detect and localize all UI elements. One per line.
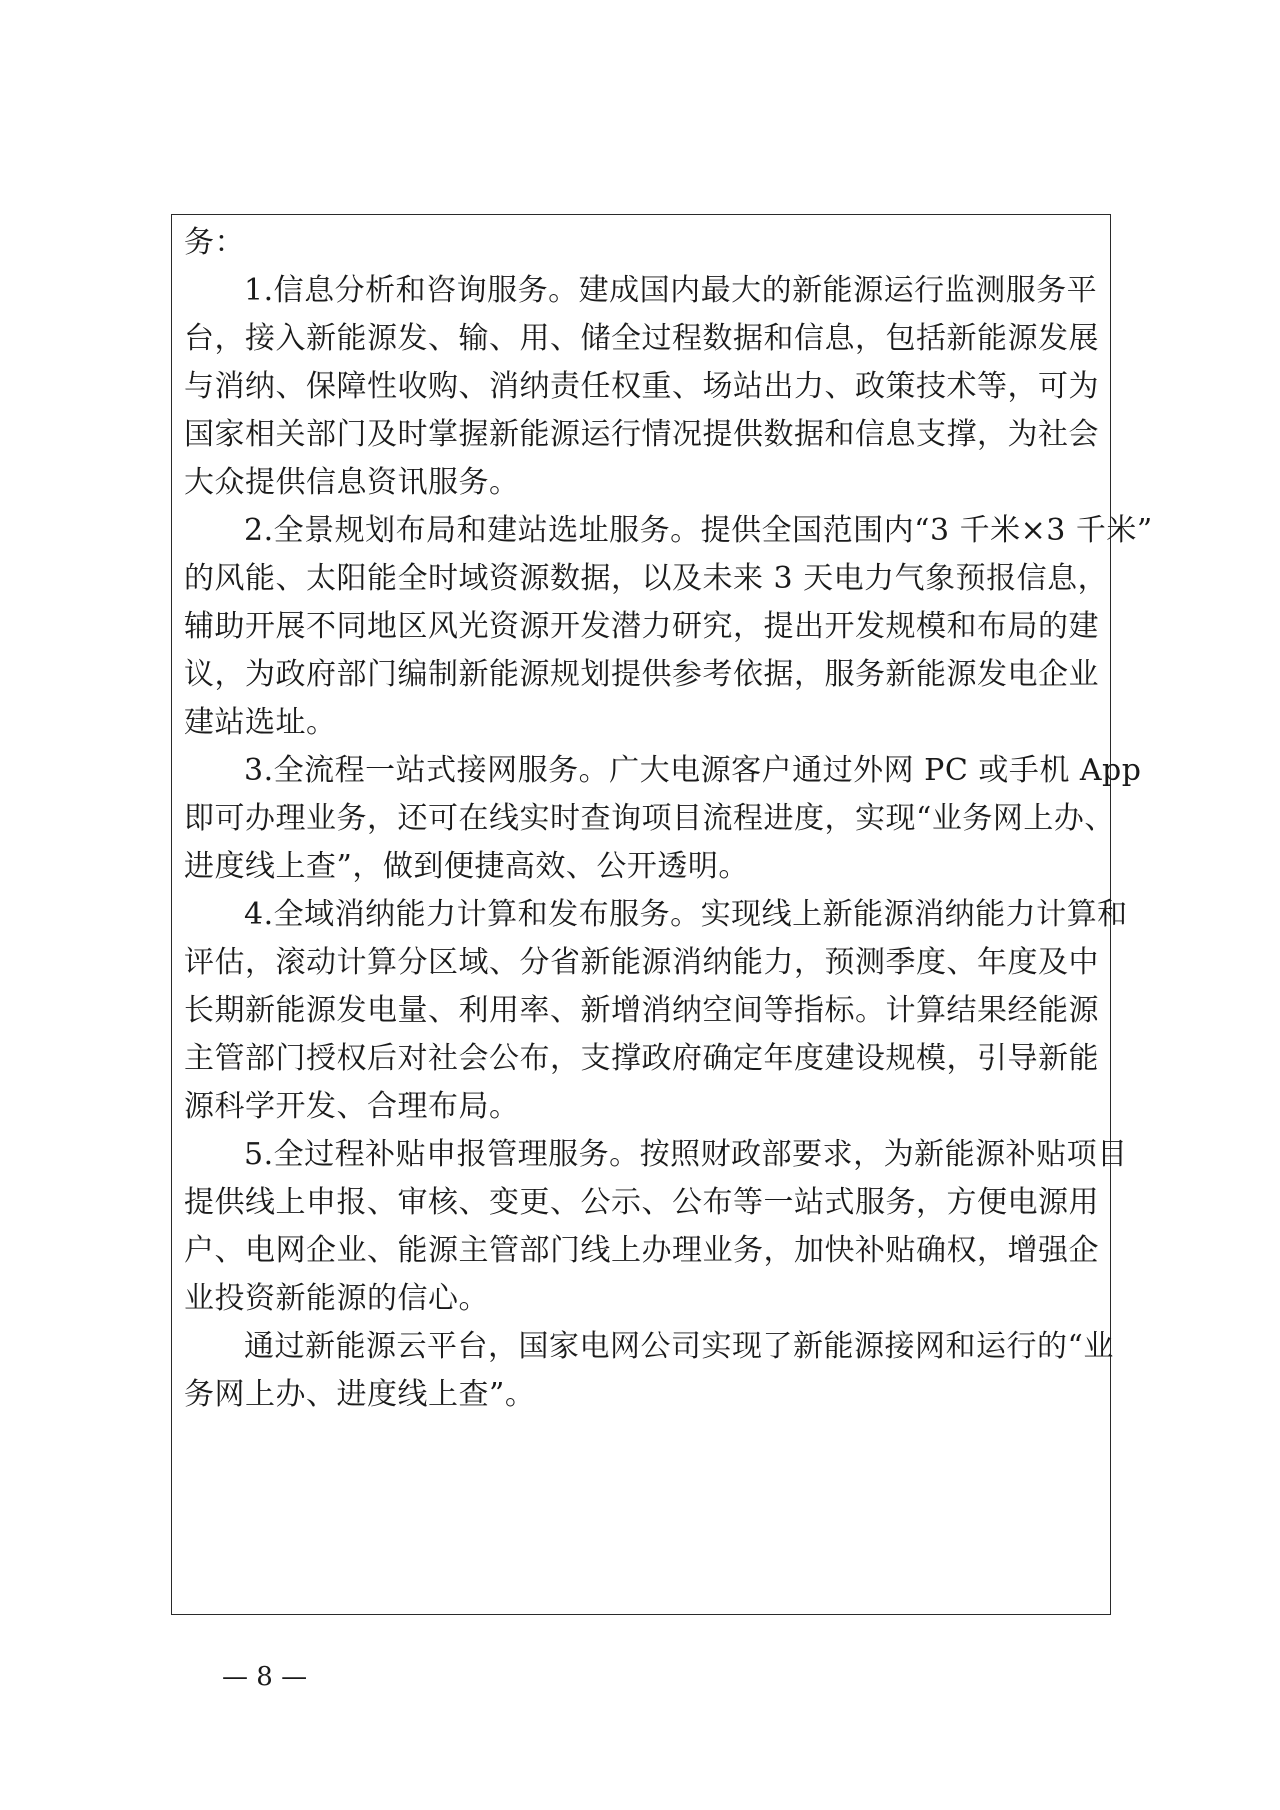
paragraph-line: 台，接入新能源发、输、用、储全过程数据和信息，包括新能源发展 xyxy=(184,321,1099,356)
paragraph-line: 与消纳、保障性收购、消纳责任权重、场站出力、政策技术等，可为 xyxy=(184,369,1099,404)
paragraph-line: 通过新能源云平台，国家电网公司实现了新能源接网和运行的“业 xyxy=(244,1329,1114,1364)
paragraph-line: 源科学开发、合理布局。 xyxy=(184,1089,520,1124)
paragraph-line: 大众提供信息资讯服务。 xyxy=(184,465,520,500)
paragraph-line: 辅助开展不同地区风光资源开发潜力研究，提出开发规模和布局的建 xyxy=(184,609,1099,644)
paragraph-line: 务： xyxy=(184,225,245,260)
paragraph-line: 业投资新能源的信心。 xyxy=(184,1281,489,1316)
bordered-text-box xyxy=(171,214,1153,1615)
paragraph-line: 的风能、太阳能全时域资源数据，以及未来 3 天电力气象预报信息， xyxy=(184,561,1109,596)
paragraph-line: 3.全流程一站式接网服务。广大电源客户通过外网 PC 或手机 App xyxy=(244,753,1142,788)
page-number: — 8 — xyxy=(222,1662,308,1692)
paragraph-line: 1.信息分析和咨询服务。建成国内最大的新能源运行监测服务平 xyxy=(244,273,1098,308)
paragraph-line: 评估，滚动计算分区域、分省新能源消纳能力，预测季度、年度及中 xyxy=(184,945,1099,980)
paragraph-line: 务网上办、进度线上查”。 xyxy=(184,1377,536,1412)
paragraph-line: 建站选址。 xyxy=(184,705,337,740)
paragraph-line: 长期新能源发电量、利用率、新增消纳空间等指标。计算结果经能源 xyxy=(184,993,1099,1028)
paragraph-line: 即可办理业务，还可在线实时查询项目流程进度，实现“业务网上办、 xyxy=(184,801,1115,836)
paragraph-line: 主管部门授权后对社会公布，支撑政府确定年度建设规模，引导新能 xyxy=(184,1041,1099,1076)
paragraph-line: 4.全域消纳能力计算和发布服务。实现线上新能源消纳能力计算和 xyxy=(244,897,1128,932)
paragraph-line: 5.全过程补贴申报管理服务。按照财政部要求，为新能源补贴项目 xyxy=(244,1137,1128,1172)
paragraph-line: 户、电网企业、能源主管部门线上办理业务，加快补贴确权，增强企 xyxy=(184,1233,1099,1268)
paragraph-line: 提供线上申报、审核、变更、公示、公布等一站式服务，方便电源用 xyxy=(184,1185,1099,1220)
paragraph-line: 国家相关部门及时掌握新能源运行情况提供数据和信息支撑，为社会 xyxy=(184,417,1099,452)
paragraph-line: 2.全景规划布局和建站选址服务。提供全国范围内“3 千米×3 千米” xyxy=(244,513,1153,548)
paragraph-line: 进度线上查”，做到便捷高效、公开透明。 xyxy=(184,849,749,884)
paragraph-line: 议，为政府部门编制新能源规划提供参考依据，服务新能源发电企业 xyxy=(184,657,1099,692)
